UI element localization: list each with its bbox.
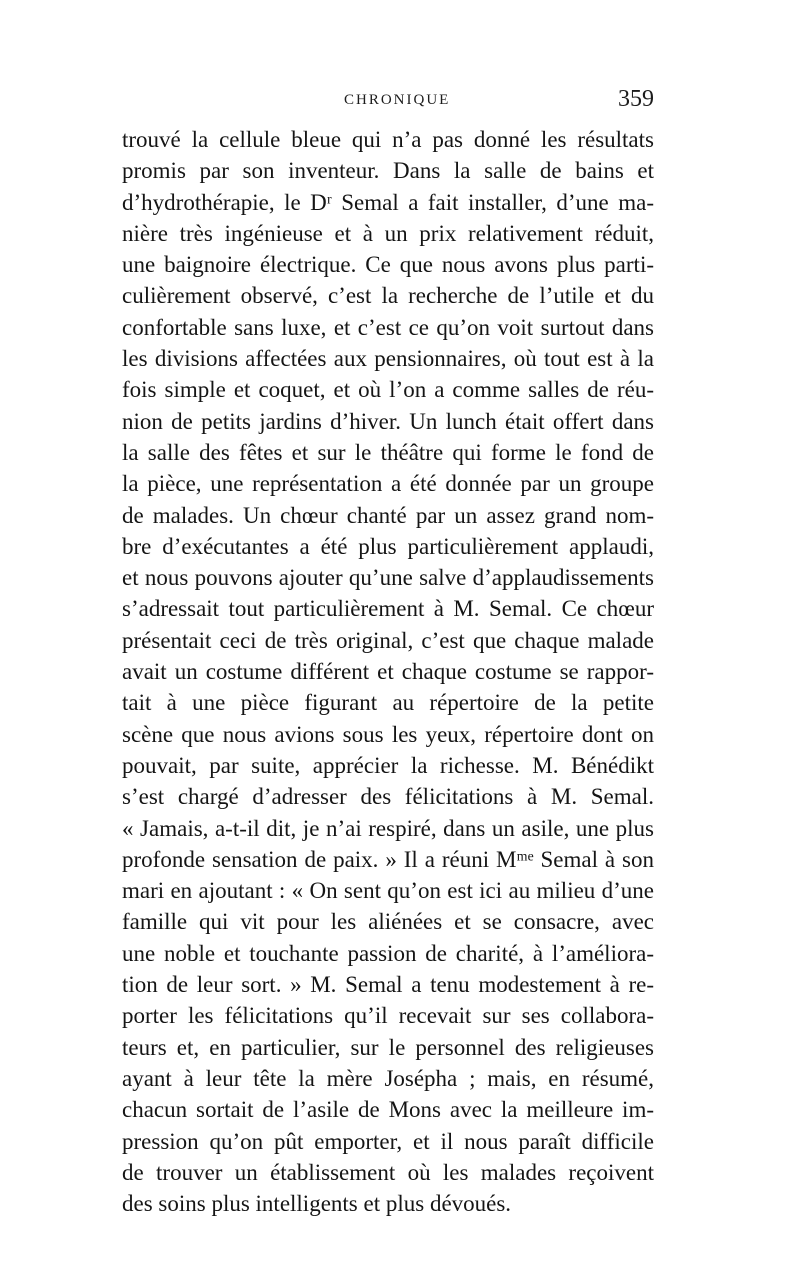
text-line: mari en ajoutant : « On sent qu’on est ici au milieu d’une (122, 878, 654, 904)
text-line: la salle des fêtes et sur le théâtre qui forme le fond de (122, 439, 654, 465)
page-number: 359 (618, 86, 654, 112)
text-line: d’hydrothérapie, le Dʳ Semal a fait installer, d’une ma- (122, 189, 654, 215)
text-line: de malades. Un chœur chanté par un assez grand nom- (122, 502, 654, 528)
text-line: tion de leur sort. » M. Semal a tenu modestement à re- (122, 972, 654, 998)
text-line: les divisions affectées aux pensionnaires, où tout est à la (122, 346, 654, 372)
text-line: promis par son inventeur. Dans la salle de bains et (122, 158, 654, 184)
text-line: tait à une pièce figurant au répertoire de la petite (122, 690, 654, 716)
text-line: confortable sans luxe, et c’est ce qu’on voit surtout dans (122, 314, 654, 340)
text-line: « Jamais, a-t-il dit, je n’ai respiré, dans un asile, une plus (122, 815, 654, 841)
text-line: pouvait, par suite, apprécier la richesse. M. Bénédikt (122, 752, 654, 778)
running-head (122, 86, 654, 120)
text-line: ayant à leur tête la mère Josépha ; mais, en résumé, (122, 1065, 654, 1091)
text-line: présentait ceci de très original, c’est que chaque malade (122, 627, 654, 653)
text-line: famille qui vit pour les aliénées et se consacre, avec (122, 909, 654, 935)
text-line: la pièce, une représentation a été donnée par un groupe (122, 471, 654, 497)
text-line: des soins plus intelligents et plus dévoués. (122, 1191, 512, 1217)
text-line: trouvé la cellule bleue qui n’a pas donné les résultats (122, 127, 654, 152)
text-line: bre d’exécutantes a été plus particulièrement applaudi, (122, 533, 654, 559)
text-line: profonde sensation de paix. » Il a réuni Mᵐᵉ Semal à son (122, 846, 654, 872)
body-text (122, 124, 654, 1219)
running-title: CHRONIQUE (344, 92, 451, 108)
text-line: teurs et, en particulier, sur le personnel des religieuses (122, 1034, 654, 1060)
text-line: une noble et touchante passion de charité, à l’améliora- (122, 940, 654, 966)
text-line: chacun sortait de l’asile de Mons avec la meilleure im- (122, 1097, 654, 1123)
text-line: pression qu’on pût emporter, et il nous paraît difficile (122, 1128, 654, 1154)
text-line: et nous pouvons ajouter qu’une salve d’applaudissements (122, 565, 654, 591)
text-line: scène que nous avions sous les yeux, répertoire dont on (122, 721, 654, 747)
text-line: nière très ingénieuse et à un prix relativement réduit, (122, 220, 654, 246)
text-line: nion de petits jardins d’hiver. Un lunch était offert dans (122, 408, 654, 434)
text-line: porter les félicitations qu’il recevait sur ses collabora- (122, 1003, 654, 1029)
text-line: culièrement observé, c’est la recherche de l’utile et du (122, 283, 654, 309)
text-line: avait un costume différent et chaque costume se rappor- (122, 659, 654, 685)
text-line: s’adressait tout particulièrement à M. Semal. Ce chœur (122, 596, 654, 622)
text-line: s’est chargé d’adresser des félicitations à M. Semal. (122, 784, 654, 810)
text-line: de trouver un établissement où les malades reçoivent (122, 1159, 654, 1185)
text-line: une baignoire électrique. Ce que nous avons plus parti- (122, 252, 654, 278)
text-line: fois simple et coquet, et où l’on a comme salles de réu- (122, 377, 654, 403)
